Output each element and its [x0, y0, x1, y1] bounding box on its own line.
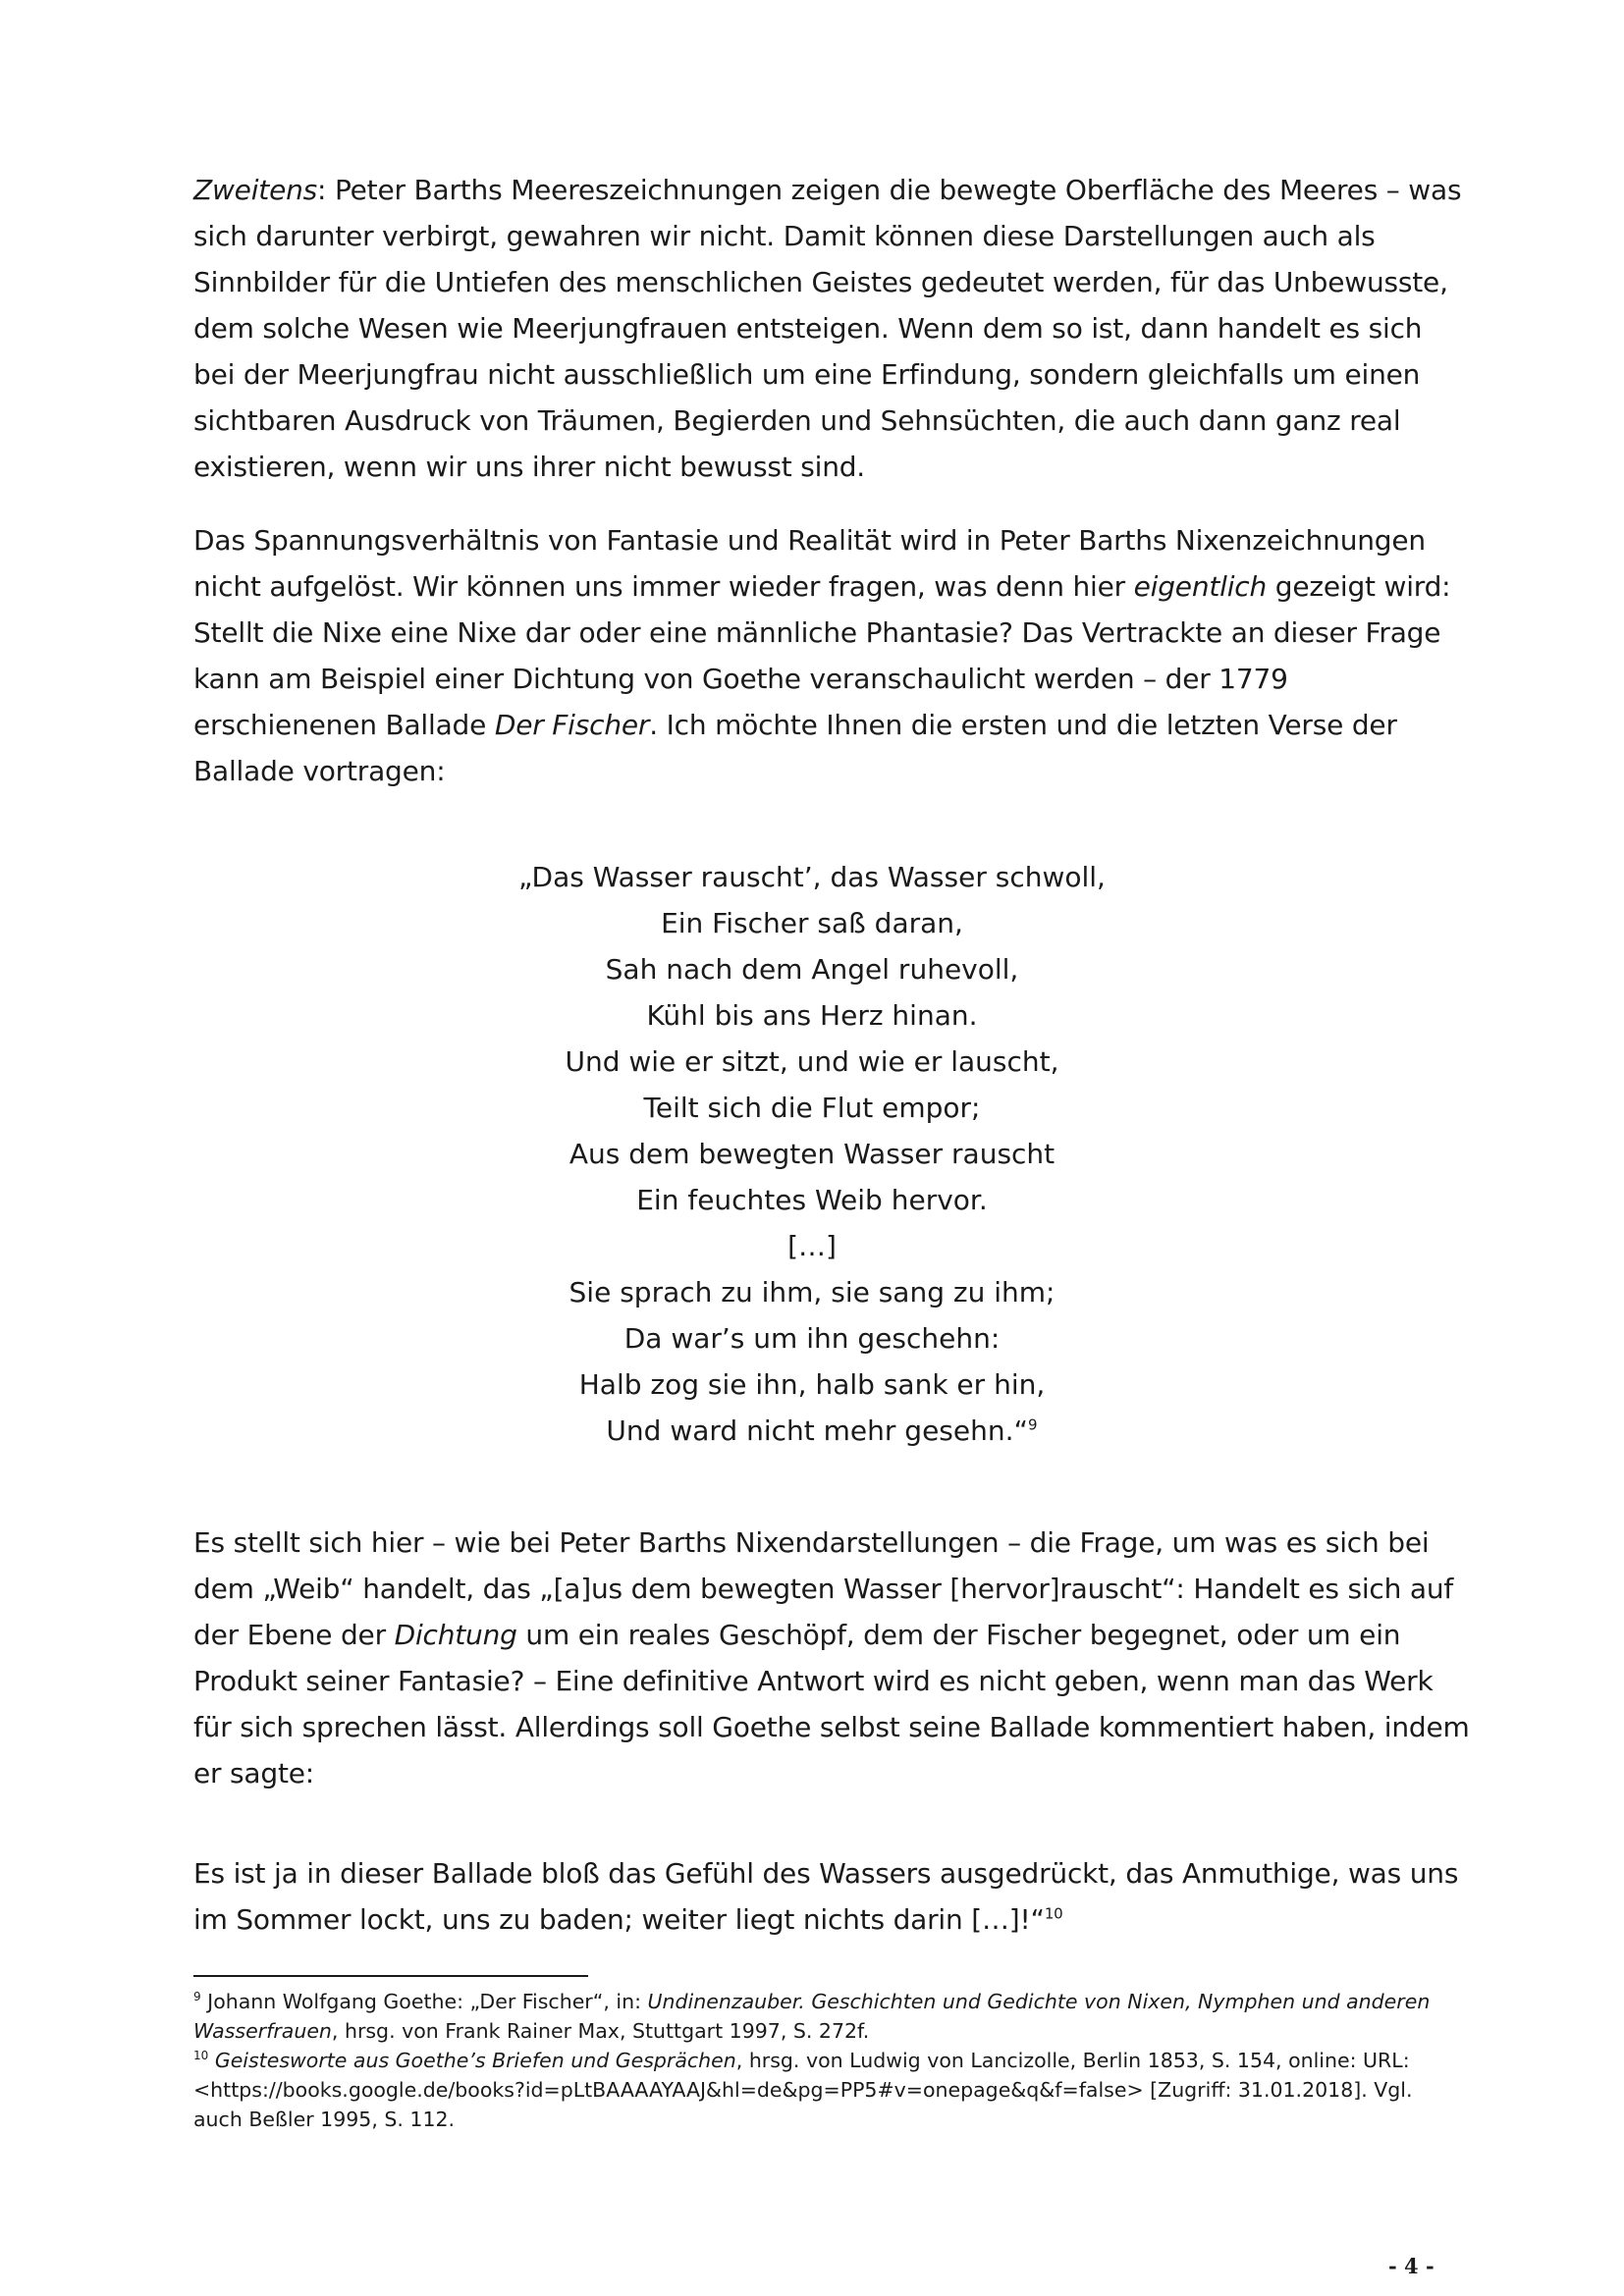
ballad-title: Der Fischer [494, 709, 650, 741]
page-number: - 4 - [1388, 2254, 1435, 2278]
footnote-ref-9[interactable]: 9 [1028, 1415, 1038, 1434]
paragraph-quote [193, 1850, 1470, 1943]
footnote-separator [193, 1975, 588, 1977]
poem-line: Sie sprach zu ihm, sie sang zu ihm; [568, 1276, 1056, 1308]
footnote-text[interactable]: , hrsg. von Ludwig von Lancizolle, Berlin 1853, S. 154, online: URL: <https://books.google.de/books?id=pLtBAAAAYAAJ&hl=de&pg=PP5#v=onepage&q&f=false> [Zugriff: 31.01.2018]. Vgl. auch Beßler 1995, S. 112. [193, 2049, 1413, 2131]
paragraph-text: Das Spannungsverhältnis von Fantasie und Realität wird in Peter Barths Nixenzeichnungen nicht aufgelöst. Wir können uns immer wieder fragen, was denn hier [193, 524, 1426, 603]
paragraph-text: gezeigt wird: Stellt die Nixe eine Nixe dar oder eine männliche Phantasie? Das Vertrackte an dieser Frage kann am Beispiel einer Dichtung von Goethe veranschaulicht werden – der 1779 erschienenen Ballade [193, 570, 1451, 741]
paragraph-text: . Ich möchte Ihnen die ersten und die letzten Verse der Ballade vortragen: [193, 709, 1397, 787]
quote-text: Es ist ja in dieser Ballade bloß das Gefühl des Wassers ausgedrückt, das Anmuthige, was uns im Sommer lockt, uns zu baden; weiter liegt nichts darin […]!“ [193, 1857, 1459, 1936]
footnote-book-title: Geistesworte aus Goethe’s Briefen und Gesprächen [214, 2049, 736, 2072]
poem-line-text: Und ward nicht mehr gesehn.“ [606, 1415, 1029, 1447]
paragraph-frage [193, 1520, 1470, 1796]
poem-line: Ein Fischer saß daran, [661, 907, 963, 939]
poem-line: Halb zog sie ihn, halb sank er hin, [578, 1368, 1046, 1401]
footnote-number: 10 [193, 2049, 209, 2063]
poem-line: „Das Wasser rauscht’, das Wasser schwoll, [518, 861, 1106, 893]
poem-line: Da war’s um ihn geschehn: [623, 1322, 1001, 1355]
poem-excerpt [0, 854, 1624, 1454]
footnotes [193, 1987, 1460, 2134]
footnote-book-title: Undinenzauber. Geschichten und Gedichte von Nixen, Nymphen und anderen Wasserfrauen [193, 1990, 1431, 2043]
paragraph-lead-word: Zweitens [193, 174, 318, 206]
footnote-number: 9 [193, 1990, 201, 2004]
paragraph-spannungsverhaeltnis [193, 517, 1470, 794]
poem-line-last [10, 1408, 1624, 1454]
footnote-9 [193, 1987, 1460, 2046]
emphasis-eigentlich: eigentlich [1133, 570, 1268, 603]
paragraph-text: Es stellt sich hier – wie bei Peter Barths Nixendarstellungen – die Frage, um was es sich bei dem „Weib“ handelt, das „[a]us dem bewegten Wasser [hervor]rauscht“: Handelt es sich auf der Ebene der [193, 1526, 1454, 1651]
paragraph-text: : Peter Barths Meereszeichnungen zeigen die bewegte Oberfläche des Meeres – was sich darunter verbirgt, gewahren wir nicht. Damit können diese Darstellungen auch als Sinnbilder für die Untiefen des menschlichen Geistes gedeutet werden, für das Unbewusste, dem solche Wesen wie Meerjungfrauen entsteigen. Wenn dem so ist, dann handelt es sich bei der Meerjungfrau nicht ausschließlich um eine Erfindung, sondern gleichfalls um einen sichtbaren Ausdruck von Träumen, Begierden und Sehnsüchten, die auch dann ganz real existieren, wenn wir uns ihrer nicht bewusst sind. [193, 174, 1462, 483]
poem-line: Ein feuchtes Weib hervor. [636, 1184, 988, 1216]
footnote-ref-10[interactable]: 10 [1044, 1904, 1063, 1923]
footnote-text: Johann Wolfgang Goethe: „Der Fischer“, in: [200, 1990, 648, 2013]
footnote-10 [193, 2046, 1460, 2134]
poem-line: Und wie er sitzt, und wie er lauscht, [565, 1045, 1059, 1078]
poem-line: […] [787, 1230, 837, 1262]
paragraph-zweitens [193, 167, 1470, 490]
paragraph-text: um ein reales Geschöpf, dem der Fischer begegnet, oder um ein Produkt seiner Fantasie? – Eine definitive Antwort wird es nicht geben, wenn man das Werk für sich sprechen lässt. Allerdings soll Goethe selbst seine Ballade kommentiert haben, indem er sagte: [193, 1619, 1470, 1789]
poem-line: Teilt sich die Flut empor; [643, 1092, 981, 1124]
poem-line: Aus dem bewegten Wasser rauscht [568, 1138, 1056, 1170]
poem-line: Kühl bis ans Herz hinan. [646, 999, 978, 1032]
poem-line: Sah nach dem Angel ruhevoll, [605, 953, 1019, 986]
emphasis-dichtung: Dichtung [394, 1619, 517, 1651]
footnote-text: , hrsg. von Frank Rainer Max, Stuttgart 1997, S. 272f. [331, 2019, 870, 2043]
